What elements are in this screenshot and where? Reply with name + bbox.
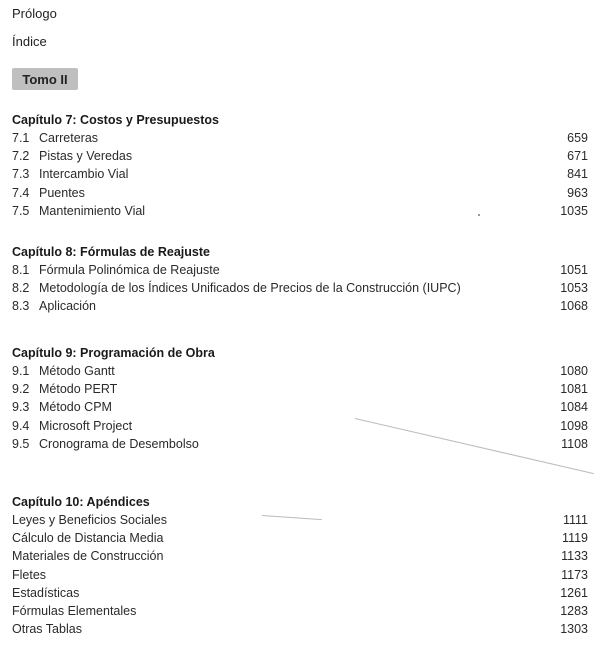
toc-entry-number: 9.4 [12,418,30,433]
toc-entry-number: 8.2 [12,281,30,296]
toc-entry-number: 7.3 [12,167,30,182]
toc-entry-label: 9.4 Microsoft Project [12,417,132,435]
toc-entry-page: 1084 [560,400,588,415]
toc-entry-page: 1068 [560,299,588,314]
toc-entry-label: 9.2 Método PERT [12,380,117,398]
toc-entry-label: Estadísticas [12,585,80,600]
toc-entry-number: 9.2 [12,382,30,397]
toc-entry[interactable] [12,297,588,315]
toc-entry-label: Leyes y Beneficios Sociales [12,513,167,527]
toc-entry[interactable] [12,261,588,279]
toc-entry-label: 7.2 Pistas y Veredas [12,147,132,165]
toc-entry-page: 1283 [560,603,588,618]
toc-entry-label: Otras Tablas [12,622,82,637]
toc-entry-number: 9.3 [12,400,30,415]
toc-entry[interactable] [12,620,588,638]
chapter-title: Capítulo 9: Programación de Obra [12,346,215,360]
toc-entry[interactable] [12,398,588,416]
chapter-title: Capítulo 10: Apéndices [12,495,150,509]
toc-entry-page: 1098 [560,418,588,433]
toc-entry[interactable] [12,435,588,453]
toc-entry-label: 9.3 Método CPM [12,398,112,416]
toc-entry-label: 8.1 Fórmula Polinómica de Reajuste [12,261,220,279]
link-indice[interactable]: Índice [12,34,47,49]
toc-entry[interactable] [12,184,588,202]
toc-entry-number: 7.1 [12,131,30,145]
toc-entry-label: 7.5 Mantenimiento Vial [12,202,145,220]
chapter-title: Capítulo 8: Fórmulas de Reajuste [12,245,210,259]
chapter-section [12,344,588,453]
toc-entry-number: 7.4 [12,185,30,200]
toc-entry-page: 1080 [560,364,588,378]
toc-entry[interactable] [12,417,588,435]
toc-entry-page: 1173 [561,567,588,582]
toc-entry-label: Fórmulas Elementales [12,603,137,618]
toc-entry-label: 9.5 Cronograma de Desembolso [12,435,199,453]
toc-entry-page: 841 [567,167,588,182]
toc-entry[interactable] [12,584,588,602]
toc-entry-page: 671 [567,149,588,164]
toc-entry[interactable] [12,129,588,147]
toc-entry[interactable] [12,529,588,547]
link-prologo[interactable]: Prólogo [12,6,57,21]
toc-entry[interactable] [12,602,588,620]
toc-entry-page: 1051 [560,263,588,277]
toc-entry-label: 7.4 Puentes [12,184,85,202]
toc-entry-label: 7.3 Intercambio Vial [12,165,128,183]
toc-entry[interactable] [12,202,588,220]
toc-entry-number: 7.2 [12,149,30,164]
chapter-section [12,493,588,638]
toc-entry-page: 1035 [560,203,588,218]
toc-entry-page: 1303 [560,622,588,637]
toc-entry-number: 8.1 [12,263,30,277]
toc-entry-page: 1119 [562,531,588,546]
toc-entry-label: Materiales de Construcción [12,549,164,564]
toc-entry[interactable] [12,547,588,565]
toc-entry-label: 8.3 Aplicación [12,297,96,315]
toc-entry-page: 1111 [562,513,588,527]
toc-entry-label: Cálculo de Distancia Media [12,531,164,546]
toc-entry-label: 8.2 Metodología de los Índices Unificados de Precios de la Construcción (IUPC) [12,279,461,297]
toc-entry[interactable] [12,279,588,297]
chapter-title: Capítulo 7: Costos y Presupuestos [12,113,219,127]
toc-entry[interactable] [12,511,588,529]
chapter-section [12,111,588,220]
chapter-section [12,243,588,316]
toc-entry-page: 1133 [561,549,588,564]
toc-entry[interactable] [12,147,588,165]
toc-entry[interactable] [12,380,588,398]
toc-entry-label: 7.1 Carreteras [12,129,98,147]
toc-entry-label: 9.1 Método Gantt [12,362,115,380]
toc-entry-page: 659 [567,131,588,145]
toc-entry-page: 1081 [560,382,588,397]
tomo-badge: Tomo II [12,68,78,90]
toc-entry-number: 9.5 [12,436,30,451]
toc-entry-number: 7.5 [12,203,30,218]
toc-entry-number: 8.3 [12,299,30,314]
toc-entry-number: 9.1 [12,364,30,378]
toc-entry[interactable] [12,362,588,380]
toc-entry-label: Fletes [12,567,47,582]
toc-entry[interactable] [12,566,588,584]
toc-entry[interactable] [12,165,588,183]
toc-entry-page: 1053 [560,281,588,296]
toc-entry-page: 1261 [560,585,588,600]
toc-entry-page: 963 [567,185,588,200]
toc-entry-page: 1108 [561,436,588,451]
scan-speck [478,214,480,216]
